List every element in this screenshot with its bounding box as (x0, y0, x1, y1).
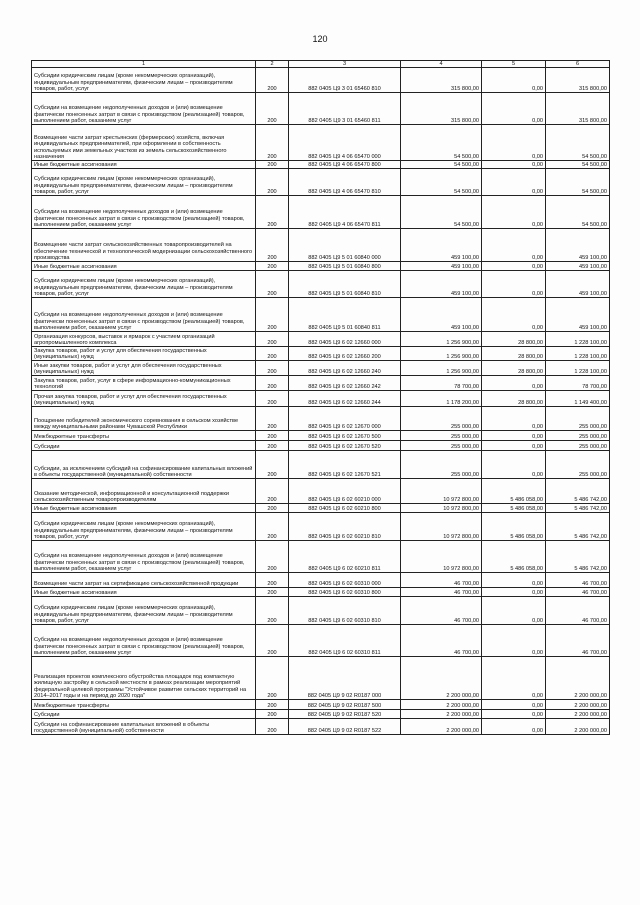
row-name: Субсидии на софинансирование капитальных вложений в объекты государственной (муниципальной) собственности (32, 719, 256, 735)
column-header-1: 1 (32, 61, 256, 68)
row-executed-amount: 0,00 (482, 625, 546, 657)
row-remaining-amount: 2 200 000,00 (546, 710, 610, 719)
row-remaining-amount: 54 500,00 (546, 169, 610, 196)
table-row (32, 573, 610, 588)
row-admin-code: 200 (256, 504, 289, 513)
row-executed-amount: 0,00 (482, 93, 546, 125)
row-approved-amount: 10 972 800,00 (401, 479, 482, 504)
row-executed-amount: 5 486 058,00 (482, 504, 546, 513)
row-remaining-amount: 46 700,00 (546, 573, 610, 588)
row-executed-amount: 0,00 (482, 573, 546, 588)
row-remaining-amount: 46 700,00 (546, 588, 610, 597)
row-admin-code: 200 (256, 347, 289, 361)
row-name: Субсидии юридическим лицам (кроме некоммерческих организаций), индивидуальным предпринимателям, физическим лицам – производителям товаров, работ, услуг (32, 513, 256, 541)
row-budget-code: 882 0405 Ц9 6 02 12660 240 (289, 361, 401, 376)
row-approved-amount: 255 000,00 (401, 407, 482, 431)
row-executed-amount: 0,00 (482, 376, 546, 391)
row-remaining-amount: 2 200 000,00 (546, 657, 610, 700)
budget-table (31, 60, 610, 735)
row-name: Субсидии юридическим лицам (кроме некоммерческих организаций), индивидуальным предпринимателям, физическим лицам – производителям товаров, работ, услуг (32, 169, 256, 196)
row-budget-code: 882 0405 Ц9 5 01 60840 000 (289, 229, 401, 262)
table-row (32, 93, 610, 125)
column-header-6: 6 (546, 61, 610, 68)
row-name: Субсидии (32, 710, 256, 719)
row-name: Возмещение части затрат на сертификацию сельскохозяйственной продукции (32, 573, 256, 588)
row-remaining-amount: 2 200 000,00 (546, 700, 610, 710)
row-admin-code: 200 (256, 541, 289, 573)
row-name: Поощрение победителей экономического соревнования в сельском хозяйстве между муниципальными районами Чувашской Республики (32, 407, 256, 431)
row-budget-code: 882 0405 Ц9 3 01 65460 810 (289, 68, 401, 93)
row-executed-amount: 0,00 (482, 700, 546, 710)
row-name: Субсидии на возмещение недополученных доходов и (или) возмещение фактически понесенных затрат в связи с производством (реализацией) товаров, выполнением работ, оказанием услуг (32, 93, 256, 125)
row-remaining-amount: 459 100,00 (546, 262, 610, 271)
row-executed-amount: 0,00 (482, 597, 546, 625)
row-budget-code: 882 0405 Ц9 4 06 65470 810 (289, 169, 401, 196)
row-executed-amount: 5 486 058,00 (482, 513, 546, 541)
row-remaining-amount: 315 800,00 (546, 93, 610, 125)
row-admin-code: 200 (256, 441, 289, 451)
row-approved-amount: 315 800,00 (401, 93, 482, 125)
table-row (32, 332, 610, 347)
row-name: Организация конкурсов, выставок и ярмарок с участием организаций агропромышленного комплекса (32, 332, 256, 347)
row-approved-amount: 2 200 000,00 (401, 719, 482, 735)
row-remaining-amount: 1 149 400,00 (546, 391, 610, 407)
row-approved-amount: 46 700,00 (401, 625, 482, 657)
row-budget-code: 882 0405 Ц9 6 02 12660 200 (289, 347, 401, 361)
row-budget-code: 882 0405 Ц9 5 01 60840 811 (289, 298, 401, 332)
row-remaining-amount: 46 700,00 (546, 625, 610, 657)
row-admin-code: 200 (256, 513, 289, 541)
row-budget-code: 882 0405 Ц9 6 02 60210 000 (289, 479, 401, 504)
table-row (32, 451, 610, 479)
row-name: Возмещение части затрат сельскохозяйственных товаропроизводителей на обеспечение технической и технологической модернизации сельскохозяйственного производства (32, 229, 256, 262)
row-budget-code: 882 0405 Ц9 6 02 12660 000 (289, 332, 401, 347)
row-executed-amount: 28 800,00 (482, 332, 546, 347)
row-approved-amount: 54 500,00 (401, 169, 482, 196)
table-row (32, 262, 610, 271)
row-approved-amount: 255 000,00 (401, 431, 482, 441)
row-budget-code: 882 0405 Ц9 5 01 60840 800 (289, 262, 401, 271)
row-name: Возмещение части затрат крестьянских (фермерских) хозяйств, включая индивидуальных предпринимателей, при оформлении в собственность используемых ими земельных участков из земель сельскохозяйственного назначения (32, 125, 256, 161)
row-budget-code: 882 0405 Ц9 6 02 12670 000 (289, 407, 401, 431)
row-name: Субсидии юридическим лицам (кроме некоммерческих организаций), индивидуальным предпринимателям, физическим лицам – производителям товаров, работ, услуг (32, 68, 256, 93)
row-budget-code: 882 0405 Ц9 6 02 60310 811 (289, 625, 401, 657)
table-row (32, 625, 610, 657)
row-budget-code: 882 0405 Ц9 6 02 12660 244 (289, 391, 401, 407)
row-budget-code: 882 0405 Ц9 6 02 12670 521 (289, 451, 401, 479)
row-budget-code: 882 0405 Ц9 6 02 60210 811 (289, 541, 401, 573)
row-executed-amount: 0,00 (482, 196, 546, 229)
row-approved-amount: 2 200 000,00 (401, 700, 482, 710)
table-row (32, 376, 610, 391)
row-admin-code: 200 (256, 588, 289, 597)
table-row (32, 700, 610, 710)
row-approved-amount: 459 100,00 (401, 271, 482, 298)
row-name: Прочая закупка товаров, работ и услуг для обеспечения государственных (муниципальных) нужд (32, 391, 256, 407)
row-executed-amount: 0,00 (482, 441, 546, 451)
page-number: 120 (312, 34, 328, 44)
column-header-3: 3 (289, 61, 401, 68)
table-row (32, 597, 610, 625)
row-budget-code: 882 0405 Ц9 9 02 R0187 520 (289, 710, 401, 719)
row-remaining-amount: 2 200 000,00 (546, 719, 610, 735)
row-admin-code: 200 (256, 229, 289, 262)
row-executed-amount: 0,00 (482, 298, 546, 332)
row-budget-code: 882 0405 Ц9 9 02 R0187 522 (289, 719, 401, 735)
row-name: Субсидии (32, 441, 256, 451)
table-row (32, 271, 610, 298)
row-name: Иные бюджетные ассигнования (32, 262, 256, 271)
row-name: Иные бюджетные ассигнования (32, 504, 256, 513)
row-remaining-amount: 54 500,00 (546, 161, 610, 169)
column-header-row (32, 61, 610, 68)
row-executed-amount: 0,00 (482, 431, 546, 441)
row-admin-code: 200 (256, 262, 289, 271)
row-name: Закупка товаров, работ, услуг в сфере информационно-коммуникационных технологий (32, 376, 256, 391)
table-row (32, 407, 610, 431)
row-approved-amount: 46 700,00 (401, 573, 482, 588)
row-budget-code: 882 0405 Ц9 4 06 65470 811 (289, 196, 401, 229)
row-budget-code: 882 0405 Ц9 5 01 60840 810 (289, 271, 401, 298)
row-remaining-amount: 46 700,00 (546, 597, 610, 625)
row-remaining-amount: 5 486 742,00 (546, 513, 610, 541)
row-budget-code: 882 0405 Ц9 9 02 R0187 500 (289, 700, 401, 710)
row-approved-amount: 54 500,00 (401, 161, 482, 169)
row-executed-amount: 28 800,00 (482, 391, 546, 407)
row-budget-code: 882 0405 Ц9 6 02 60210 810 (289, 513, 401, 541)
row-name: Субсидии, за исключением субсидий на софинансирование капитальных вложений в объекты государственной (муниципальной) собственности (32, 451, 256, 479)
row-approved-amount: 1 178 200,00 (401, 391, 482, 407)
row-remaining-amount: 459 100,00 (546, 298, 610, 332)
table-row (32, 441, 610, 451)
row-name: Реализация проектов комплексного обустройства площадок под компактную жилищную застройку в сельской местности в рамках реализации мероприятий федеральной целевой программы "Устойчивое развитие сельских территорий на 2014–2017 годы и на период до 2020 года" (32, 657, 256, 700)
table-row (32, 657, 610, 700)
table-row (32, 196, 610, 229)
table-row (32, 125, 610, 161)
row-approved-amount: 54 500,00 (401, 125, 482, 161)
row-remaining-amount: 5 486 742,00 (546, 504, 610, 513)
row-executed-amount: 0,00 (482, 588, 546, 597)
row-remaining-amount: 78 700,00 (546, 376, 610, 391)
table-row (32, 391, 610, 407)
row-remaining-amount: 255 000,00 (546, 441, 610, 451)
row-executed-amount: 28 800,00 (482, 361, 546, 376)
row-name: Иные бюджетные ассигнования (32, 588, 256, 597)
row-remaining-amount: 54 500,00 (546, 125, 610, 161)
row-approved-amount: 459 100,00 (401, 262, 482, 271)
row-approved-amount: 459 100,00 (401, 229, 482, 262)
row-admin-code: 200 (256, 657, 289, 700)
row-executed-amount: 5 486 058,00 (482, 541, 546, 573)
row-approved-amount: 46 700,00 (401, 588, 482, 597)
row-admin-code: 200 (256, 391, 289, 407)
row-approved-amount: 255 000,00 (401, 441, 482, 451)
row-admin-code: 200 (256, 719, 289, 735)
row-admin-code: 200 (256, 376, 289, 391)
row-approved-amount: 10 972 800,00 (401, 541, 482, 573)
table-row (32, 68, 610, 93)
table-row (32, 710, 610, 719)
row-approved-amount: 1 256 900,00 (401, 361, 482, 376)
row-executed-amount: 0,00 (482, 169, 546, 196)
table-row (32, 347, 610, 361)
row-budget-code: 882 0405 Ц9 4 06 65470 800 (289, 161, 401, 169)
table-row (32, 588, 610, 597)
row-executed-amount: 0,00 (482, 262, 546, 271)
row-executed-amount: 0,00 (482, 710, 546, 719)
row-approved-amount: 255 000,00 (401, 451, 482, 479)
row-name: Субсидии юридическим лицам (кроме некоммерческих организаций), индивидуальным предпринимателям, физическим лицам – производителям товаров, работ, услуг (32, 597, 256, 625)
row-admin-code: 200 (256, 332, 289, 347)
row-executed-amount: 28 800,00 (482, 347, 546, 361)
table-row (32, 504, 610, 513)
row-admin-code: 200 (256, 597, 289, 625)
row-remaining-amount: 5 486 742,00 (546, 541, 610, 573)
row-admin-code: 200 (256, 700, 289, 710)
row-name: Субсидии юридическим лицам (кроме некоммерческих организаций), индивидуальным предпринимателям, физическим лицам – производителям товаров, работ, услуг (32, 271, 256, 298)
row-admin-code: 200 (256, 298, 289, 332)
row-remaining-amount: 315 800,00 (546, 68, 610, 93)
row-executed-amount: 0,00 (482, 657, 546, 700)
row-remaining-amount: 459 100,00 (546, 271, 610, 298)
table-row (32, 298, 610, 332)
row-admin-code: 200 (256, 625, 289, 657)
row-approved-amount: 1 256 900,00 (401, 347, 482, 361)
table-row (32, 541, 610, 573)
row-executed-amount: 0,00 (482, 68, 546, 93)
row-admin-code: 200 (256, 271, 289, 298)
table-row (32, 361, 610, 376)
row-admin-code: 200 (256, 407, 289, 431)
row-executed-amount: 0,00 (482, 229, 546, 262)
row-budget-code: 882 0405 Ц9 6 02 12670 500 (289, 431, 401, 441)
row-executed-amount: 0,00 (482, 407, 546, 431)
row-approved-amount: 459 100,00 (401, 298, 482, 332)
table-row (32, 513, 610, 541)
row-remaining-amount: 5 486 742,00 (546, 479, 610, 504)
row-remaining-amount: 459 100,00 (546, 229, 610, 262)
row-admin-code: 200 (256, 125, 289, 161)
row-approved-amount: 2 200 000,00 (401, 657, 482, 700)
row-name: Субсидии на возмещение недополученных доходов и (или) возмещение фактически понесенных затрат в связи с производством (реализацией) товаров, выполнением работ, оказанием услуг (32, 625, 256, 657)
column-header-2: 2 (256, 61, 289, 68)
row-admin-code: 200 (256, 361, 289, 376)
table-row (32, 229, 610, 262)
row-name: Межбюджетные трансферты (32, 700, 256, 710)
row-admin-code: 200 (256, 479, 289, 504)
row-budget-code: 882 0405 Ц9 3 01 65460 811 (289, 93, 401, 125)
row-budget-code: 882 0405 Ц9 4 06 65470 000 (289, 125, 401, 161)
column-header-5: 5 (482, 61, 546, 68)
row-admin-code: 200 (256, 68, 289, 93)
row-approved-amount: 54 500,00 (401, 196, 482, 229)
row-remaining-amount: 255 000,00 (546, 431, 610, 441)
row-executed-amount: 0,00 (482, 719, 546, 735)
row-name: Субсидии на возмещение недополученных доходов и (или) возмещение фактически понесенных затрат в связи с производством (реализацией) товаров, выполнением работ, оказанием услуг (32, 298, 256, 332)
row-admin-code: 200 (256, 196, 289, 229)
row-admin-code: 200 (256, 710, 289, 719)
row-approved-amount: 10 972 800,00 (401, 504, 482, 513)
row-name: Иные закупки товаров, работ и услуг для обеспечения государственных (муниципальных) нужд (32, 361, 256, 376)
row-name: Межбюджетные трансферты (32, 431, 256, 441)
row-budget-code: 882 0405 Ц9 9 02 R0187 000 (289, 657, 401, 700)
row-approved-amount: 10 972 800,00 (401, 513, 482, 541)
row-approved-amount: 1 256 900,00 (401, 332, 482, 347)
table-row (32, 169, 610, 196)
row-remaining-amount: 255 000,00 (546, 451, 610, 479)
row-budget-code: 882 0405 Ц9 6 02 60310 000 (289, 573, 401, 588)
row-approved-amount: 78 700,00 (401, 376, 482, 391)
row-admin-code: 200 (256, 573, 289, 588)
row-admin-code: 200 (256, 451, 289, 479)
row-admin-code: 200 (256, 161, 289, 169)
row-budget-code: 882 0405 Ц9 6 02 60310 810 (289, 597, 401, 625)
row-remaining-amount: 255 000,00 (546, 407, 610, 431)
row-executed-amount: 0,00 (482, 271, 546, 298)
row-executed-amount: 0,00 (482, 161, 546, 169)
row-approved-amount: 2 200 000,00 (401, 710, 482, 719)
row-name: Закупка товаров, работ и услуг для обеспечения государственных (муниципальных) нужд (32, 347, 256, 361)
row-budget-code: 882 0405 Ц9 6 02 12660 242 (289, 376, 401, 391)
column-header-4: 4 (401, 61, 482, 68)
row-executed-amount: 5 486 058,00 (482, 479, 546, 504)
row-remaining-amount: 54 500,00 (546, 196, 610, 229)
row-executed-amount: 0,00 (482, 451, 546, 479)
row-name: Субсидии на возмещение недополученных доходов и (или) возмещение фактически понесенных затрат в связи с производством (реализацией) товаров, выполнением работ, оказанием услуг (32, 541, 256, 573)
table-row (32, 719, 610, 735)
row-admin-code: 200 (256, 169, 289, 196)
row-admin-code: 200 (256, 431, 289, 441)
table-row (32, 479, 610, 504)
row-approved-amount: 315 800,00 (401, 68, 482, 93)
row-budget-code: 882 0405 Ц9 6 02 12670 520 (289, 441, 401, 451)
row-remaining-amount: 1 228 100,00 (546, 361, 610, 376)
row-name: Субсидии на возмещение недополученных доходов и (или) возмещение фактически понесенных затрат в связи с производством (реализацией) товаров, выполнением работ, оказанием услуг (32, 196, 256, 229)
row-executed-amount: 0,00 (482, 125, 546, 161)
row-name: Иные бюджетные ассигнования (32, 161, 256, 169)
row-remaining-amount: 1 228 100,00 (546, 332, 610, 347)
row-remaining-amount: 1 228 100,00 (546, 347, 610, 361)
table-row (32, 161, 610, 169)
row-admin-code: 200 (256, 93, 289, 125)
row-approved-amount: 46 700,00 (401, 597, 482, 625)
row-budget-code: 882 0405 Ц9 6 02 60210 800 (289, 504, 401, 513)
row-budget-code: 882 0405 Ц9 6 02 60310 800 (289, 588, 401, 597)
row-name: Оказание методической, информационной и консультационной поддержки сельскохозяйственным товаропроизводителям (32, 479, 256, 504)
table-row (32, 431, 610, 441)
